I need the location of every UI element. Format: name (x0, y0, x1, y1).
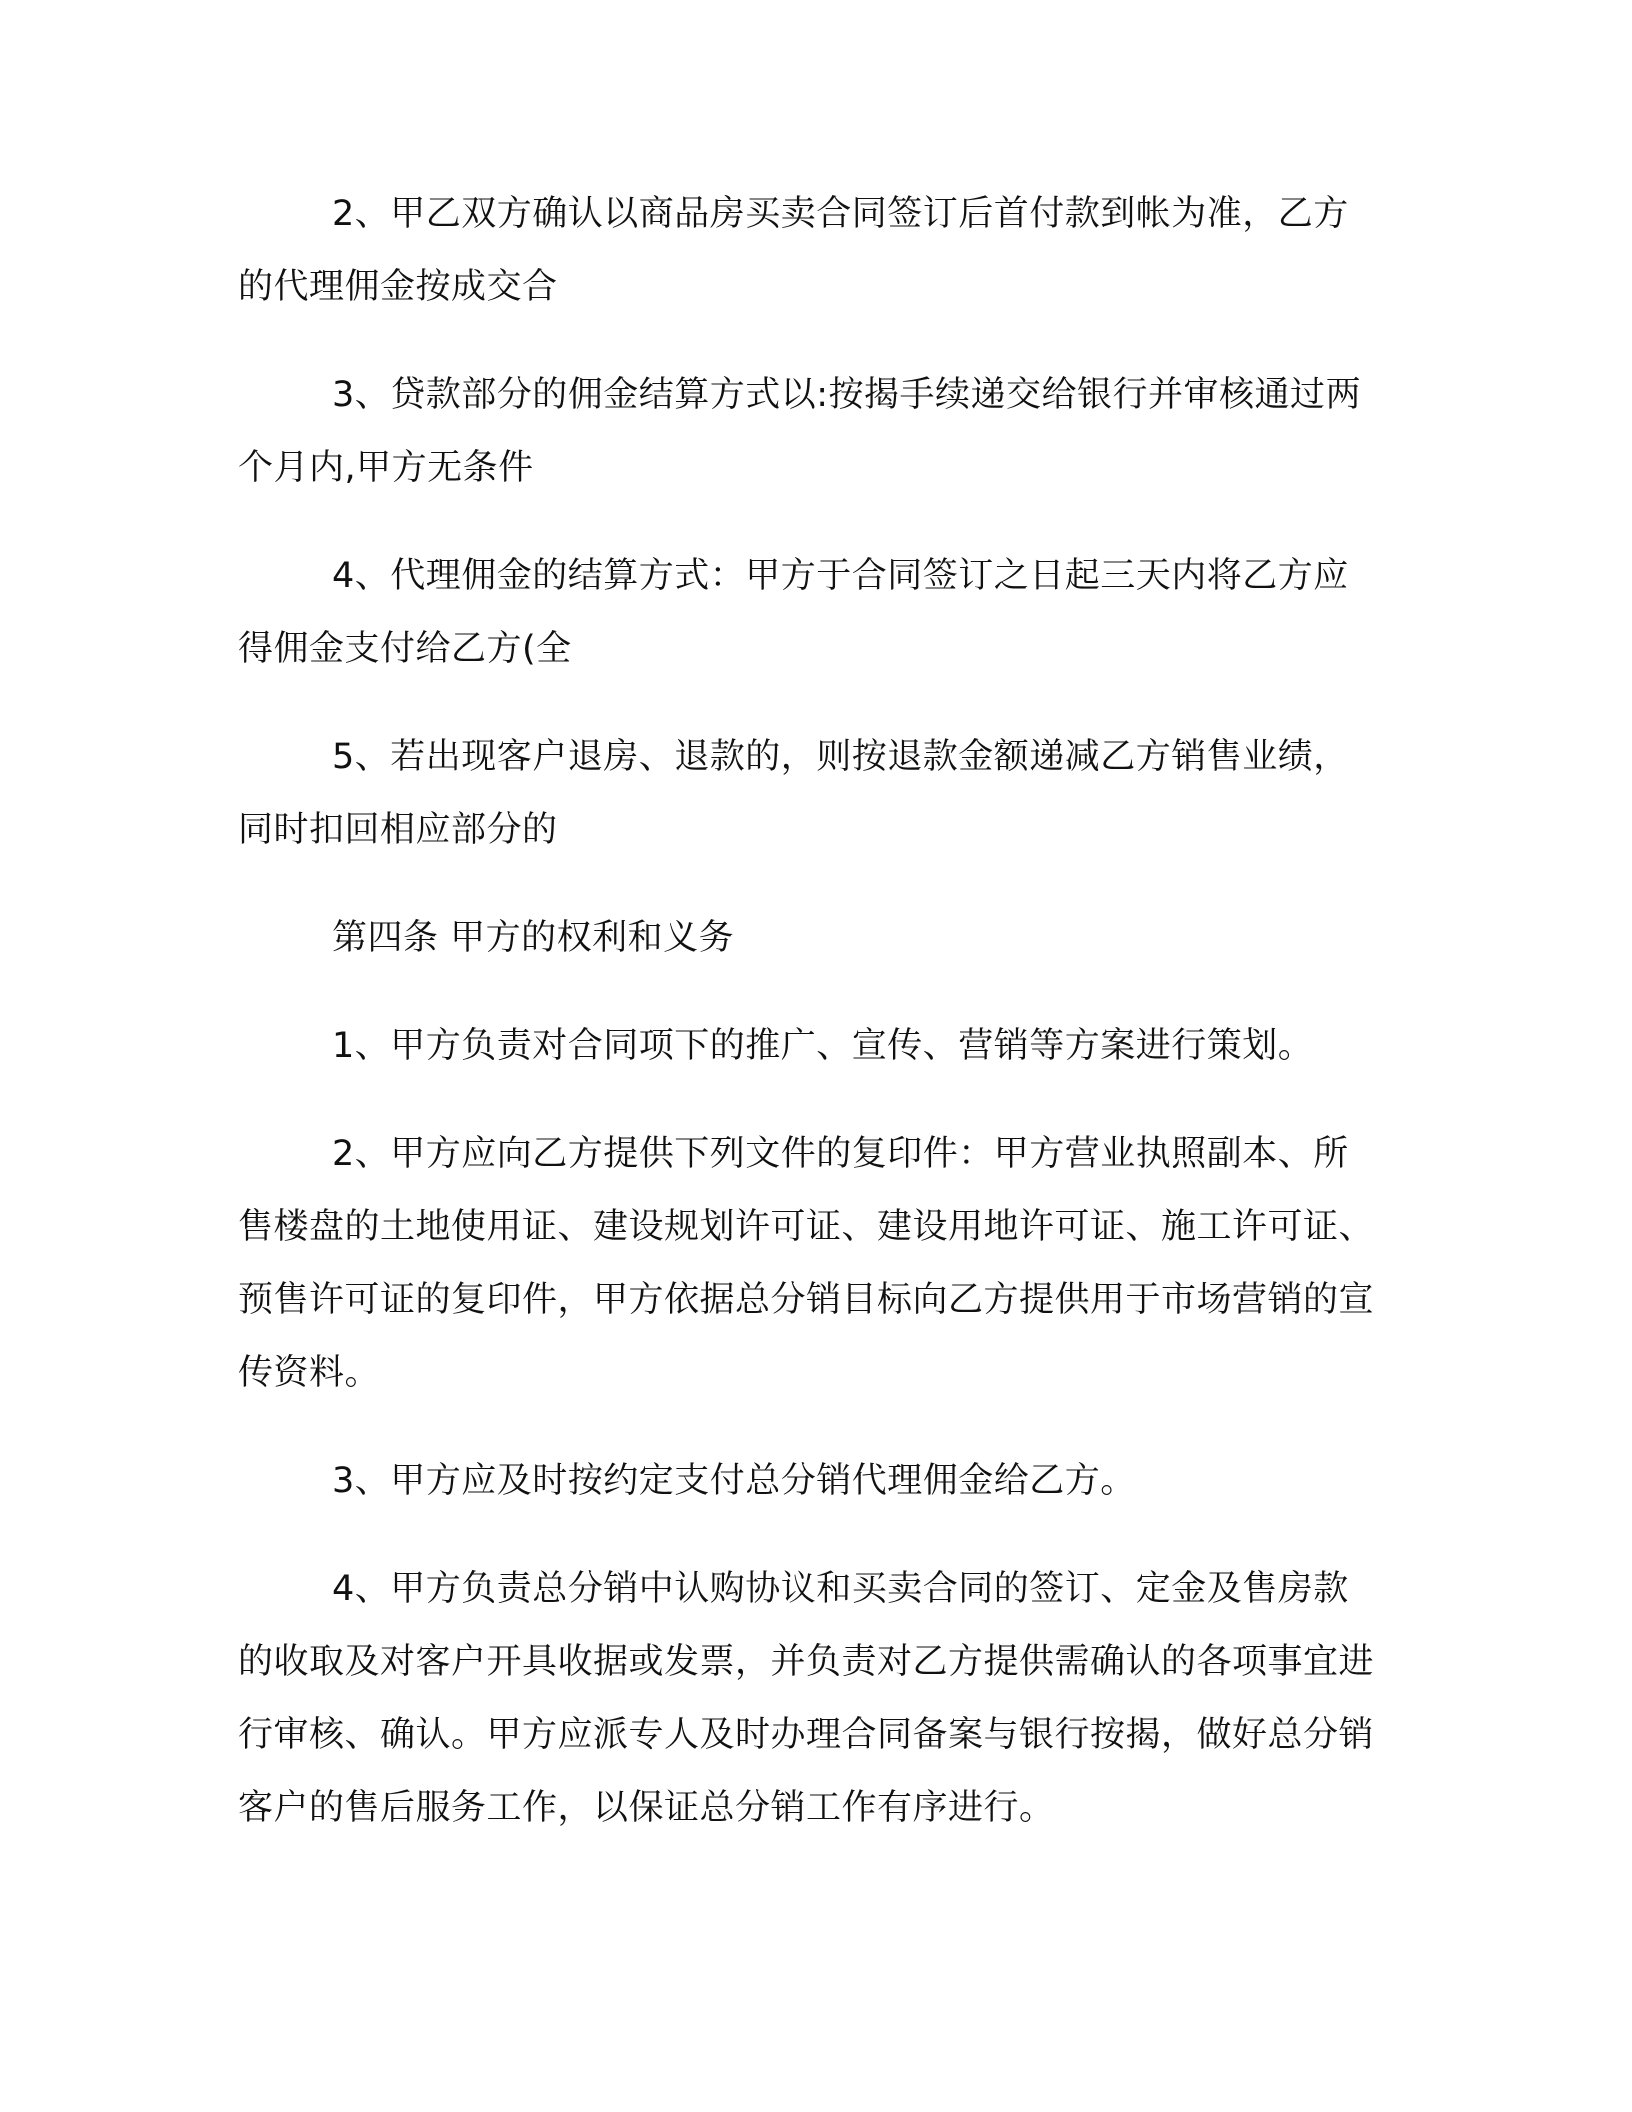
paragraph-party-a-duty-4: 4、甲方负责总分销中认购协议和买卖合同的签订、定金及售房款的收取及对客户开具收据或发票，并负责对乙方提供需确认的各项事宜进行审核、确认。甲方应派专人及时办理合同备案与银行按揭，做好总分销客户的售后服务工作，以保证总分销工作有序进行。 (238, 1569, 1375, 1828)
paragraph-party-a-duty-2: 2、甲方应向乙方提供下列文件的复印件：甲方营业执照副本、所售楼盘的土地使用证、建设规划许可证、建设用地许可证、施工许可证、预售许可证的复印件，甲方依据总分销目标向乙方提供用于市场营销的宣传资料。 (238, 1134, 1375, 1393)
paragraph-clause-4: 4、代理佣金的结算方式：甲方于合同签订之日起三天内将乙方应得佣金支付给乙方(全 (238, 556, 1349, 669)
paragraph-party-a-duty-3: 3、甲方应及时按约定支付总分销代理佣金给乙方。 (332, 1461, 1136, 1501)
paragraph-clause-5: 5、若出现客户退房、退款的，则按退款金额递减乙方销售业绩，同时扣回相应部分的 (238, 737, 1349, 850)
paragraph-clause-2: 2、甲乙双方确认以商品房买卖合同签订后首付款到帐为准，乙方的代理佣金按成交合 (238, 194, 1349, 307)
paragraph-party-a-duty-1: 1、甲方负责对合同项下的推广、宣传、营销等方案进行策划。 (332, 1026, 1314, 1066)
section-heading: 第四条 甲方的权利和义务 (332, 918, 735, 958)
paragraph-clause-3: 3、贷款部分的佣金结算方式以:按揭手续递交给银行并审核通过两个月内,甲方无条件 (238, 375, 1362, 488)
document-body (238, 178, 1378, 1845)
